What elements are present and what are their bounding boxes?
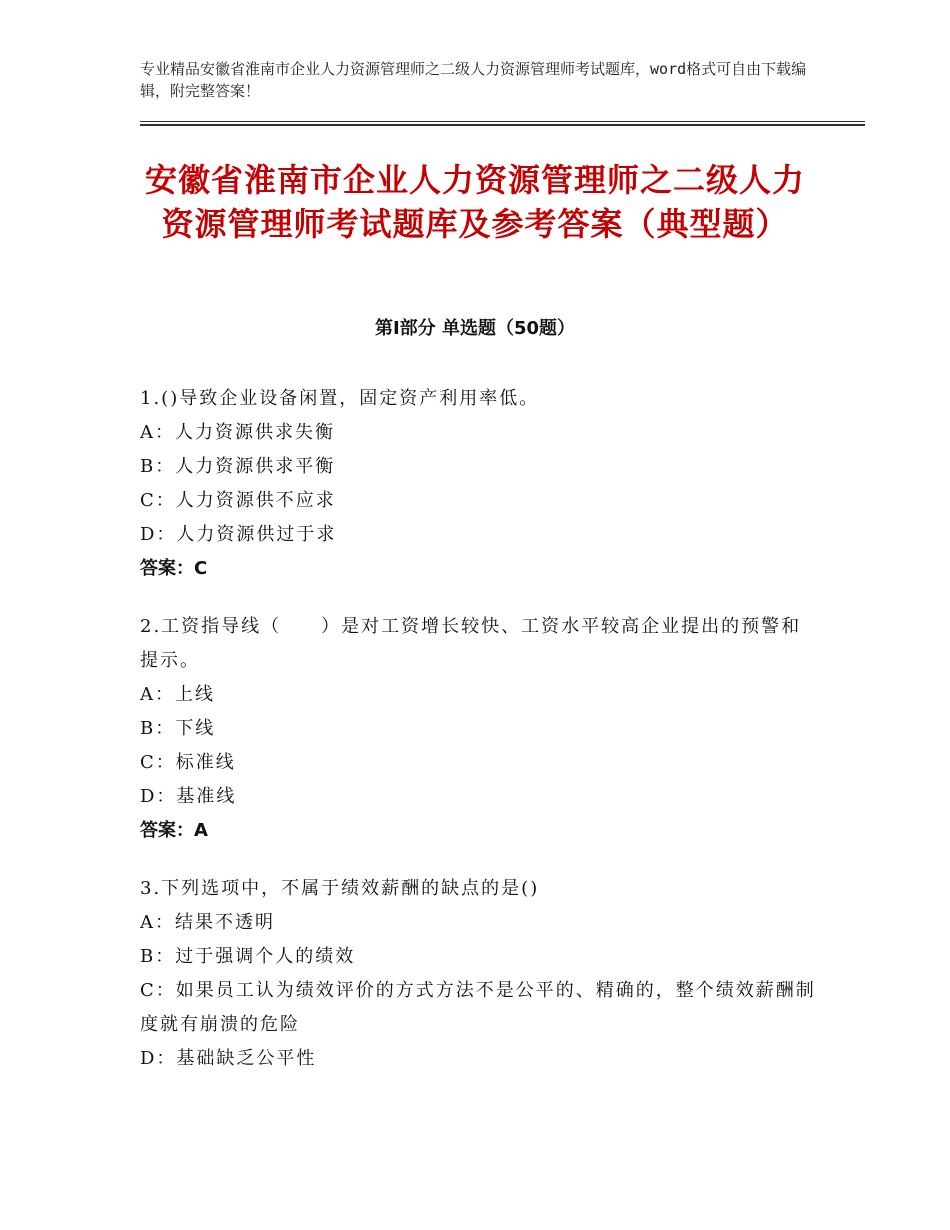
answer-label: 答案：A — [140, 820, 208, 841]
question-list — [140, 382, 820, 1100]
option-d: D：基础缺乏公平性 — [140, 1048, 317, 1069]
option-c: C：人力资源供不应求 — [140, 490, 336, 511]
question-2 — [140, 610, 820, 848]
question-stem: 2.工资指导线（ ）是对工资增长较快、工资水平较高企业提出的预警和提示。 — [140, 616, 802, 671]
section-title: 第Ⅰ部分 单选题（50题） — [374, 318, 575, 339]
question-1 — [140, 382, 820, 586]
option-d: D：基准线 — [140, 786, 237, 807]
header-divider-thick — [140, 124, 865, 126]
question-stem: 1.()导致企业设备闲置，固定资产利用率低。 — [140, 388, 540, 409]
option-a: A：人力资源供求失衡 — [140, 422, 335, 443]
option-b: B：过于强调个人的绩效 — [140, 946, 356, 967]
header-note: 专业精品安徽省淮南市企业人力资源管理师之二级人力资源管理师考试题库，word格式可自由下载编辑，附完整答案！ — [140, 60, 807, 100]
header-divider-thin — [140, 121, 865, 122]
question-3 — [140, 872, 820, 1076]
option-c: C：标准线 — [140, 752, 236, 773]
option-d: D：人力资源供过于求 — [140, 524, 337, 545]
question-stem: 3.下列选项中，不属于绩效薪酬的缺点的是() — [140, 878, 540, 899]
document-title: 安徽省淮南市企业人力资源管理师之二级人力资源管理师考试题库及参考答案（典型题） — [144, 161, 805, 243]
option-a: A：上线 — [140, 684, 215, 705]
option-b: B：下线 — [140, 718, 216, 739]
option-a: A：结果不透明 — [140, 912, 275, 933]
option-c: C：如果员工认为绩效评价的方式方法不是公平的、精确的，整个绩效薪酬制度就有崩溃的危险 — [140, 980, 816, 1035]
option-b: B：人力资源供求平衡 — [140, 456, 336, 477]
answer-label: 答案：C — [140, 558, 208, 579]
